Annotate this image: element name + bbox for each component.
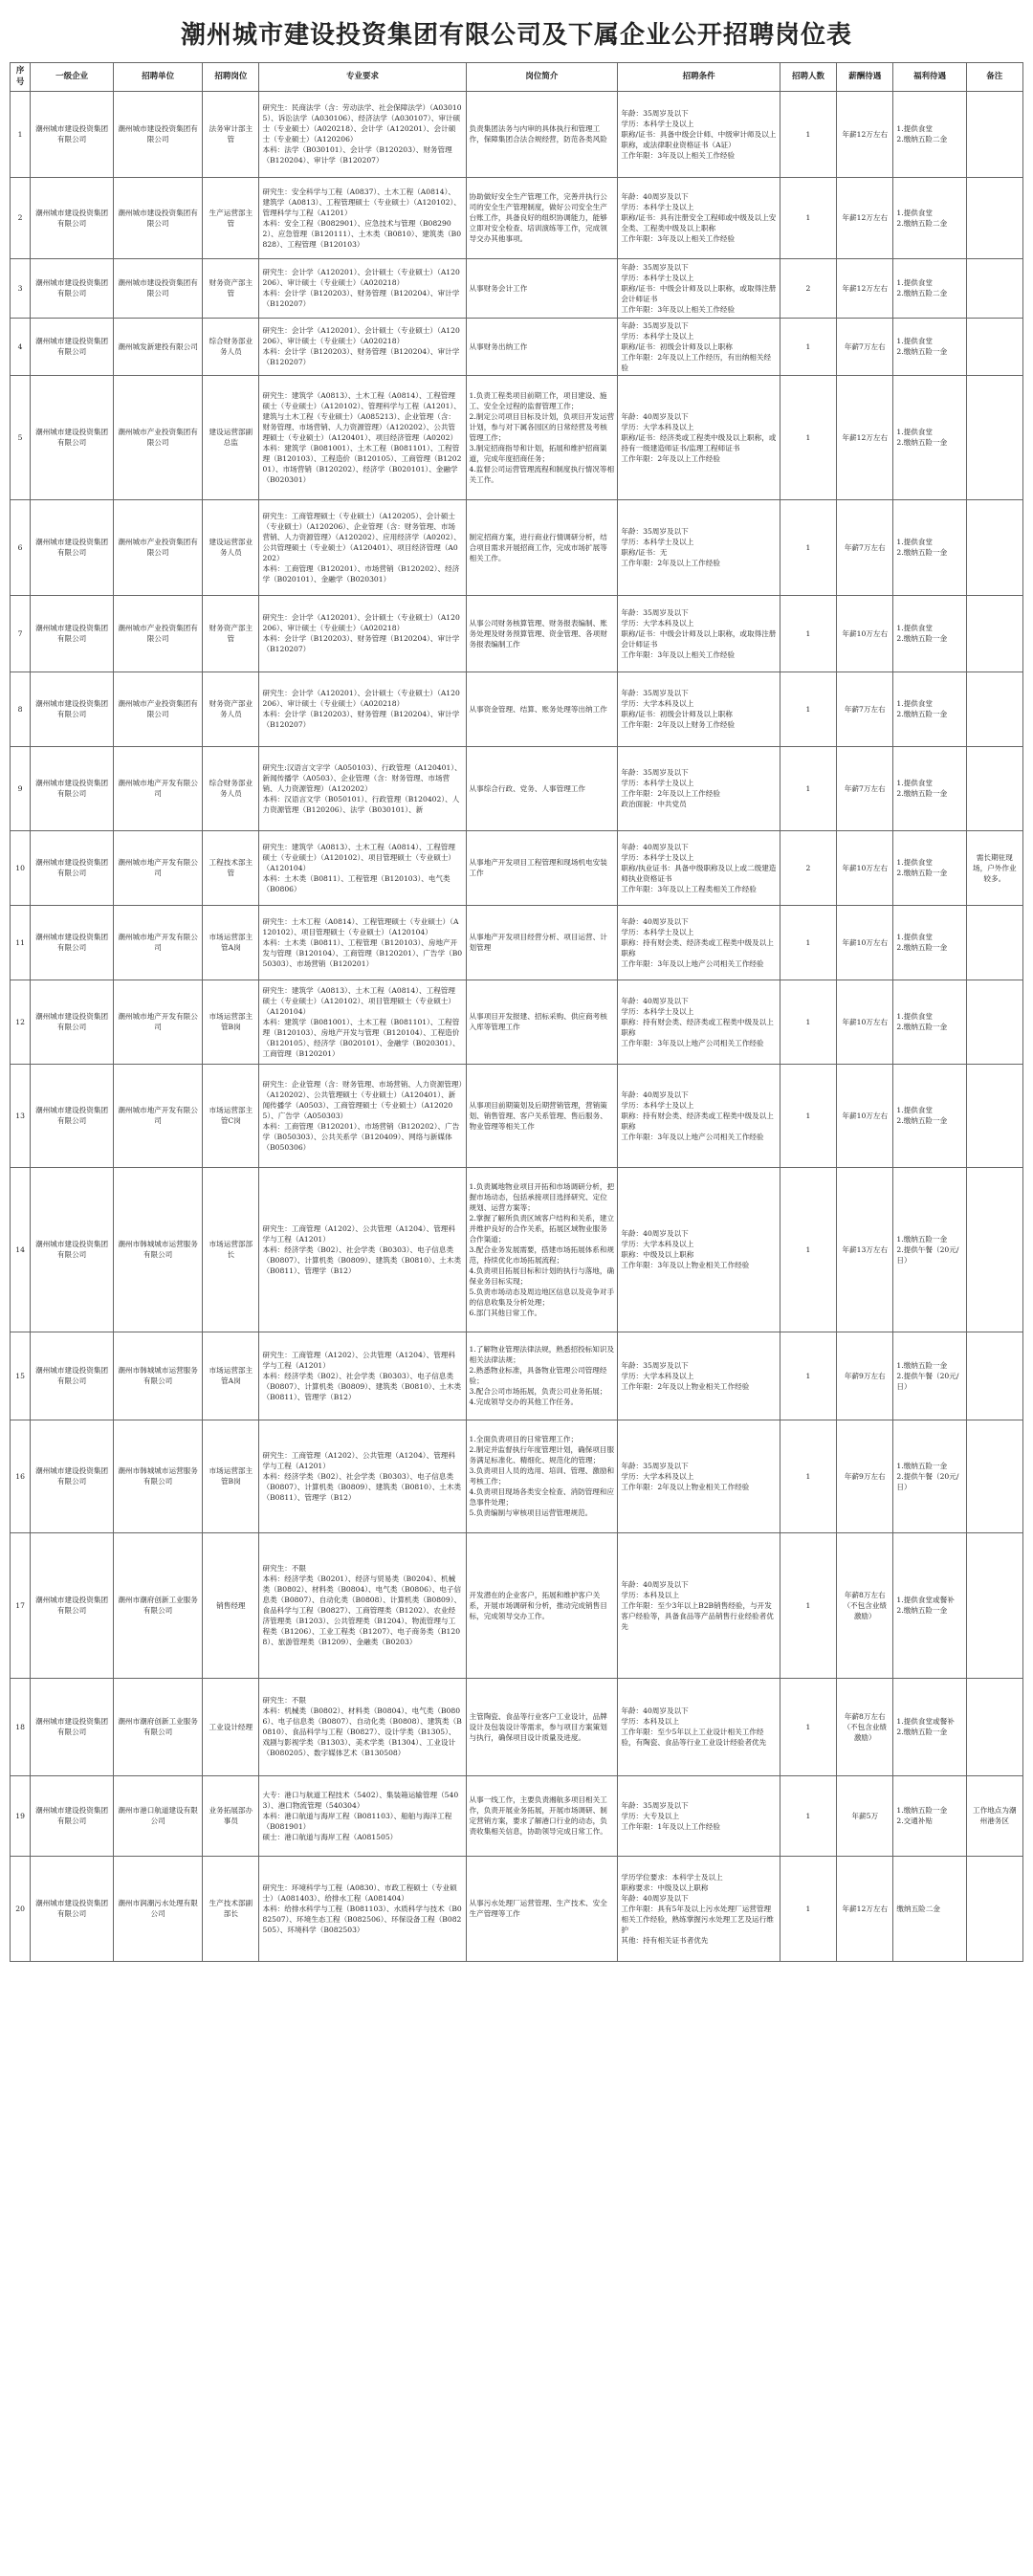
row-company: 潮州城市建设投资集团有限公司 — [31, 830, 114, 905]
table-row — [11, 905, 1023, 980]
table-row — [11, 499, 1023, 595]
row-position: 生产运营部主管 — [203, 177, 259, 258]
row-conditions: 年龄：40周岁及以下 学历：本科学士及以上 职称：持有财会类、经济类或工程类中级及以上职称 工作年限：3年及以上地产公司相关工作经验 — [618, 980, 780, 1064]
row-position: 生产技术部副部长 — [203, 1856, 259, 1961]
row-position: 财务资产部主管 — [203, 595, 259, 672]
row-unit: 潮州城市建设投资集团有限公司 — [114, 258, 203, 318]
row-company: 潮州城市建设投资集团有限公司 — [31, 595, 114, 672]
header-seq: 序号 — [11, 63, 31, 92]
row-note — [966, 1332, 1022, 1420]
row-number: 1 — [780, 1332, 836, 1420]
row-intro: 1.负责工程类项目前期工作，项目建设、施工、安全全过程的监督管理工作； 2.制定公司项目目标及计划，负项目开发运营计划，参与对下属各园区的日常经营及考核管理工作； 3.制定招商指导和计划，拓展和维护招商渠道，完成年度招商任务； 4.监督公司运营管理流程和制度执行情况等相关工作。 — [466, 375, 618, 499]
row-position: 市场运营部主管B岗 — [203, 980, 259, 1064]
header-company: 一级企业 — [31, 63, 114, 92]
row-position: 建设运营部业务人员 — [203, 499, 259, 595]
row-note — [966, 1420, 1022, 1532]
row-salary: 年薪12万左右 — [837, 91, 893, 177]
row-number: 1 — [780, 1532, 836, 1678]
table-row — [11, 1678, 1023, 1775]
row-welfare: 1.提供食堂或餐补 2.缴纳五险一金 — [893, 1532, 966, 1678]
row-intro: 从事公司财务核算管理、财务报表编制、账务处理及财务预算管理、资金管理、各项财务报表编制工作 — [466, 595, 618, 672]
row-unit: 潮州城市建设投资集团有限公司 — [114, 91, 203, 177]
row-major: 研究生：工商管理（A1202）、公共管理（A1204）、管理科学与工程（A1201） 本科：经济学类（B02）、社会学类（B0303）、电子信息类（B0807）、计算机类（B0809）、建筑类（B0810）、土木类（B0811）、管理学（B12） — [259, 1332, 466, 1420]
row-company: 潮州城市建设投资集团有限公司 — [31, 1775, 114, 1856]
row-company: 潮州城市建设投资集团有限公司 — [31, 375, 114, 499]
row-position: 建设运营部副总监 — [203, 375, 259, 499]
row-conditions: 年龄：40周岁及以下 学历：本科及以上 工作年限：至少3年以上B2B销售经验，与开发客户经验等，具备食品等产品销售行业经验者优先 — [618, 1532, 780, 1678]
page-title: 潮州城市建设投资集团有限公司及下属企业公开招聘岗位表 — [180, 21, 852, 50]
table-row — [11, 595, 1023, 672]
row-unit: 潮州城市地产开发有限公司 — [114, 905, 203, 980]
row-note — [966, 258, 1022, 318]
table-row — [11, 1420, 1023, 1532]
row-major: 研究生：会计学（A120201）、会计硕士（专业硕士）（A120206）、审计硕士（专业硕士）（A020218） 本科：会计学（B120203）、财务管理（B120204）、审计学（B120207） — [259, 672, 466, 746]
row-salary: 年薪12万左右 — [837, 375, 893, 499]
row-conditions: 年龄：40周岁及以下 学历：本科及以上 工作年限：至少5年以上工业设计相关工作经验，有陶瓷、食品等行业工业设计经验者优先 — [618, 1678, 780, 1775]
table-row — [11, 91, 1023, 177]
row-position: 市场运营部主管C岗 — [203, 1064, 259, 1167]
row-unit: 潮州城市地产开发有限公司 — [114, 830, 203, 905]
table-row — [11, 830, 1023, 905]
header-salary: 薪酬待遇 — [837, 63, 893, 92]
row-note — [966, 1856, 1022, 1961]
table-row — [11, 1775, 1023, 1856]
table-row — [11, 1167, 1023, 1332]
table-row — [11, 1532, 1023, 1678]
row-conditions: 年龄：35周岁及以下 学历：大学本科及以上 工作年限：2年及以上物业相关工作经验 — [618, 1332, 780, 1420]
row-position: 工程技术部主管 — [203, 830, 259, 905]
row-note — [966, 1167, 1022, 1332]
row-unit: 潮州城市建设投资集团有限公司 — [114, 177, 203, 258]
row-salary: 年薪9万左右 — [837, 1332, 893, 1420]
row-major: 研究生：安全科学与工程（A0837）、土木工程（A0814）、建筑学（A0813）、工程管理硕士（专业硕士）（A120102）、管理科学与工程（A1201） 本科：安全工程（B082901）、应急技术与管理（B082902）、应急管理（B120111）、土木类（B0810）、建筑类（B0828）、工程管理（B120103） — [259, 177, 466, 258]
row-company: 潮州城市建设投资集团有限公司 — [31, 91, 114, 177]
row-note — [966, 318, 1022, 375]
row-major: 研究生：企业管理（含：财务管理、市场营销、人力资源管理）（A120202）、公共管理硕士（专业硕士）（A120401）、新闻传播学（A0503）、工商管理硕士（专业硕士）（A120205）、广告学（A050303） 本科：工商管理（B120201）、市场营销（B120202）、广告学（B050303）、公共关系学（B120409）、网络与新媒体（B050306） — [259, 1064, 466, 1167]
table-row — [11, 1856, 1023, 1961]
row-major: 研究生：工商管理（A1202）、公共管理（A1204）、管理科学与工程（A1201） 本科：经济学类（B02）、社会学类（B0303）、电子信息类（B0807）、计算机类（B0809）、建筑类（B0810）、土木类（B0811）、管理学（B12） — [259, 1167, 466, 1332]
header-number: 招聘人数 — [780, 63, 836, 92]
row-number: 1 — [780, 1167, 836, 1332]
row-seq: 3 — [11, 258, 31, 318]
row-company: 潮州城市建设投资集团有限公司 — [31, 1332, 114, 1420]
row-position: 市场运营部部长 — [203, 1167, 259, 1332]
row-note: 工作地点为潮州港务区 — [966, 1775, 1022, 1856]
row-conditions: 年龄：35周岁及以下 学历：本科学士及以上 职称/证书：中级会计师及以上职称，或取得注册会计师证书 工作年限：3年及以上相关工作经验 — [618, 258, 780, 318]
row-intro: 从事污水处理厂运营管理、生产技术、安全生产管理等工作 — [466, 1856, 618, 1961]
row-welfare: 1.提供食堂 2.缴纳五险一金 — [893, 746, 966, 830]
row-note — [966, 499, 1022, 595]
row-position: 财务资产部主管 — [203, 258, 259, 318]
row-welfare: 1.提供食堂 2.缴纳五险一金 — [893, 672, 966, 746]
row-salary: 年薪8万左右（不包含业绩激励） — [837, 1678, 893, 1775]
row-unit: 潮州城市产业投资集团有限公司 — [114, 595, 203, 672]
table-header-row — [11, 63, 1023, 92]
row-company: 潮州城市建设投资集团有限公司 — [31, 177, 114, 258]
row-conditions: 年龄：40周岁及以下 学历：本科学士及以上 职称/证书：具有注册安全工程师或中级及以上安全类、工程类中级及以上职称 工作年限：3年及以上相关工作经验 — [618, 177, 780, 258]
table-row — [11, 375, 1023, 499]
row-major: 研究生：会计学（A120201）、会计硕士（专业硕士）（A120206）、审计硕士（专业硕士）（A020218） 本科：会计学（B120203）、财务管理（B120204）、审计学（B120207） — [259, 318, 466, 375]
row-position: 市场运营部主管A岗 — [203, 905, 259, 980]
row-salary: 年薪10万左右 — [837, 1064, 893, 1167]
row-number: 2 — [780, 258, 836, 318]
header-unit: 招聘单位 — [114, 63, 203, 92]
row-salary: 年薪10万左右 — [837, 830, 893, 905]
row-intro: 协助做好安全生产管理工作，完善并执行公司的安全生产管理制度，做好公司安全生产台账工作，具备良好的组织协调能力，能够立即对安全检查、培训演练等工作，完成领导交办其他事项。 — [466, 177, 618, 258]
row-note — [966, 672, 1022, 746]
row-conditions: 年龄：35周岁及以下 学历：大学本科及以上 工作年限：2年及以上物业相关工作经验 — [618, 1420, 780, 1532]
row-company: 潮州城市建设投资集团有限公司 — [31, 672, 114, 746]
row-intro: 从事一线工作，主要负责湘航多项目相关工作，负责开展业务拓展，开展市场调研、制定营销方案，要求了解港口行业的动态，负责收集相关信息，协助领导完成日常工作。 — [466, 1775, 618, 1856]
row-major: 研究生：不限 本科：经济学类（B0201）、经济与贸易类（B0204）、机械类（B0802）、材料类（B0804）、电气类（B0806）、电子信息类（B0807）、自动化类（B0808）、计算机类（B0809）、食品科学与工程（B0827）、工商管理类（B1202）、农业经济管理类（B1203）、公共管理类（B1204）、物流管理与工程类（B1206）、工业工程类（B1207）、电子商务类（B1208）、旅游管理类（B1209）、金融类（B0203） — [259, 1532, 466, 1678]
row-number: 1 — [780, 905, 836, 980]
row-intro: 从事地产开发项目工程管理和现场机电安装工作 — [466, 830, 618, 905]
row-seq: 5 — [11, 375, 31, 499]
row-major: 研究生：环境科学与工程（A0830）、市政工程硕士（专业硕士）（A081403）、给排水工程（A081404） 本科：给排水科学与工程（B081103）、水质科学与技术（B082507）、环境生态工程（B082506）、环保设备工程（B082505）、环境科学（B082503） — [259, 1856, 466, 1961]
row-welfare: 1.提供食堂 2.缴纳五险一金 — [893, 499, 966, 595]
table-row — [11, 318, 1023, 375]
row-unit: 潮州城市产业投资集团有限公司 — [114, 672, 203, 746]
row-unit: 潮州市潮府创新工业服务有限公司 — [114, 1678, 203, 1775]
row-intro: 制定招商方案，进行商业行情调研分析，结合项目需求开展招商工作，完成市场扩展等相关工作。 — [466, 499, 618, 595]
row-company: 潮州城市建设投资集团有限公司 — [31, 258, 114, 318]
row-welfare: 1.缴纳五险一金 2.交通补贴 — [893, 1775, 966, 1856]
row-conditions: 年龄：35周岁及以下 学历：大专及以上 工作年限：1年及以上工作经验 — [618, 1775, 780, 1856]
row-salary: 年薪5万 — [837, 1775, 893, 1856]
row-seq: 10 — [11, 830, 31, 905]
row-major: 研究生：民商法学（含：劳动法学、社会保障法学）（A030105）、诉讼法学（A030106）、经济法学（A030107）、审计硕士（专业硕士）（A020218）、会计学（A120201）、会计硕士（专业硕士）（A120206） 本科：法学（B030101）、会计学（B120203）、财务管理（B120204）、审计学（B120207） — [259, 91, 466, 177]
row-intro: 开发潜在的企业客户，拓展和维护客户关系，开展市场调研和分析，推动完成销售目标，完成领导交办工作。 — [466, 1532, 618, 1678]
row-seq: 15 — [11, 1332, 31, 1420]
row-conditions: 年龄：40周岁及以下 学历：本科学士及以上 职称/执业证书：具备中级职称及以上或二级建造师执业资格证书 工作年限：3年及以上工程类相关工作经验 — [618, 830, 780, 905]
row-note — [966, 746, 1022, 830]
row-unit: 潮州市韩城城市运营服务有限公司 — [114, 1332, 203, 1420]
row-seq: 7 — [11, 595, 31, 672]
row-welfare: 1.提供食堂 2.缴纳五险二金 — [893, 258, 966, 318]
row-major: 研究生：工商管理（A1202）、公共管理（A1204）、管理科学与工程（A1201） 本科：经济学类（B02）、社会学类（B0303）、电子信息类（B0807）、计算机类（B0809）、建筑类（B0810）、土木类（B0811）、管理学（B12） — [259, 1420, 466, 1532]
table-row — [11, 1332, 1023, 1420]
row-number: 1 — [780, 1678, 836, 1775]
row-salary: 年薪7万左右 — [837, 672, 893, 746]
row-welfare: 1.提供食堂或餐补 2.缴纳五险一金 — [893, 1678, 966, 1775]
row-salary: 年薪7万左右 — [837, 746, 893, 830]
row-unit: 潮州城市地产开发有限公司 — [114, 746, 203, 830]
row-company: 潮州城市建设投资集团有限公司 — [31, 318, 114, 375]
recruitment-table — [10, 62, 1023, 1962]
header-position: 招聘岗位 — [203, 63, 259, 92]
row-welfare: 1.提供食堂 2.缴纳五险一金 — [893, 980, 966, 1064]
row-welfare: 1.提供食堂 2.缴纳五险一金 — [893, 375, 966, 499]
row-conditions: 年龄：35周岁及以下 学历：大学本科及以上 职称/证书：中级会计师及以上职称，或取得注册会计师证书 工作年限：3年及以上相关工作经验 — [618, 595, 780, 672]
row-company: 潮州城市建设投资集团有限公司 — [31, 1167, 114, 1332]
row-number: 1 — [780, 1064, 836, 1167]
row-note — [966, 375, 1022, 499]
row-position: 法务审计部主管 — [203, 91, 259, 177]
row-intro: 主管陶瓷、食品等行业客户工业设计，品牌设计及包装设计等需求，参与项目方案策划与执行，确保项目设计质量及进度。 — [466, 1678, 618, 1775]
row-major: 研究生：会计学（A120201）、会计硕士（专业硕士）（A120206）、审计硕士（专业硕士）（A020218） 本科：会计学（B120203）、财务管理（B120204）、审计学（B120207） — [259, 595, 466, 672]
row-salary: 年薪10万左右 — [837, 595, 893, 672]
row-number: 1 — [780, 980, 836, 1064]
row-seq: 1 — [11, 91, 31, 177]
table-row — [11, 980, 1023, 1064]
row-number: 1 — [780, 91, 836, 177]
row-major: 研究生：建筑学（A0813）、土木工程（A0814）、工程管理硕士（专业硕士）（A120102）、项目管理硕士（专业硕士）（A120104） 本科：土木类（B0811）、工程管理（B120103）、电气类（B0806） — [259, 830, 466, 905]
row-note: 需长期驻现场，户外作业较多。 — [966, 830, 1022, 905]
row-salary: 年薪12万左右 — [837, 177, 893, 258]
row-number: 1 — [780, 1775, 836, 1856]
row-major: 研究生：不限 本科：机械类（B0802）、材料类（B0804）、电气类（B0806）、电子信息类（B0807）、自动化类（B0808）、建筑类（B0810）、食品科学与工程（B0827）、设计学类（B1305）、戏剧与影视学类（B1303）、美术学类（B1304）、工业设计（B080205）、数字媒体艺术（B130508） — [259, 1678, 466, 1775]
table-row — [11, 1064, 1023, 1167]
row-number: 1 — [780, 1856, 836, 1961]
header-intro: 岗位简介 — [466, 63, 618, 92]
row-company: 潮州城市建设投资集团有限公司 — [31, 746, 114, 830]
row-note — [966, 595, 1022, 672]
table-row — [11, 746, 1023, 830]
row-major: 研究生：建筑学（A0813）、土木工程（A0814）、工程管理硕士（专业硕士）（A120102）、管理科学与工程（A1201）、建筑与土木工程（专业硕士）（A085213）、企业管理（含：财务管理、市场营销、人力资源管理）（A120202）、公共管理硕士（专业硕士）（A120401）、项目经济管理（A0202） 本科：建筑学（B081001）、土木工程（B081101）、工程管理（B120103）、工程造价（B120105）、工商管理（B120201）、市场营销（B120202）、经济学（B020101）、金融学（B020301） — [259, 375, 466, 499]
row-intro: 从事综合行政、党务、人事管理工作 — [466, 746, 618, 830]
row-seq: 14 — [11, 1167, 31, 1332]
row-welfare: 1.提供食堂 2.缴纳五险一金 — [893, 1064, 966, 1167]
row-intro: 从事财务出纳工作 — [466, 318, 618, 375]
row-intro: 从事项目开发报建、招标采购、供应商考核入库等管理工作 — [466, 980, 618, 1064]
row-number: 1 — [780, 746, 836, 830]
row-company: 潮州城市建设投资集团有限公司 — [31, 1532, 114, 1678]
row-note — [966, 177, 1022, 258]
row-salary: 年薪10万左右 — [837, 905, 893, 980]
row-major: 研究生:汉语言文字学（A050103）、行政管理（A120401）、新闻传播学（A0503）、企业管理（含：财务管理、市场营销、人力资源管理）（A120202） 本科：汉语言文学（B050101）、行政管理（B120402）、人力资源管理（B120206）、法学（B030101）、新 — [259, 746, 466, 830]
row-position: 市场运营部主管A岗 — [203, 1332, 259, 1420]
row-number: 1 — [780, 672, 836, 746]
row-position: 综合财务部业务人员 — [203, 746, 259, 830]
row-welfare: 1.缴纳五险一金 2.提供午餐（20元/日） — [893, 1332, 966, 1420]
row-welfare: 1.缴纳五险一金 2.提供午餐（20元/日） — [893, 1167, 966, 1332]
row-note — [966, 1678, 1022, 1775]
row-number: 2 — [780, 830, 836, 905]
row-unit: 潮州市润潮污水处理有限公司 — [114, 1856, 203, 1961]
row-unit: 潮州市韩城城市运营服务有限公司 — [114, 1167, 203, 1332]
row-position: 财务资产部业务人员 — [203, 672, 259, 746]
row-unit: 潮州市潮府创新工业服务有限公司 — [114, 1532, 203, 1678]
row-conditions: 年龄：40周岁及以下 学历：本科学士及以上 职称：持有财会类、经济类或工程类中级及以上职称 工作年限：3年及以上地产公司相关工作经验 — [618, 1064, 780, 1167]
page — [10, 0, 1023, 1962]
row-salary: 年薪13万左右 — [837, 1167, 893, 1332]
row-note — [966, 1532, 1022, 1678]
row-conditions: 年龄：35周岁及以下 学历：本科学士及以上 职称/证书：具备中级会计师、中级审计师及以上职称，或法律职业资格证书（A证） 工作年限：3年及以上相关工作经验 — [618, 91, 780, 177]
row-intro: 1.负责属地物业项目开拓和市场调研分析，把握市场动态，包括承接项目选择研究、定位规划、运营方案等； 2.掌握了解所负责区域客户结构和关系，建立并维护良好的合作关系，拓展区域物业服务合作渠道； 3.配合业务发展需要，搭建市场拓展体系和规范，持续优化市场拓展流程； 4.负责项目拓展目标和计划的执行与落地，确保业务目标实现； 5.负责市场动态及周边地区信息以及竞争对手的信息收集及分析处理； 6.部门其他日常工作。 — [466, 1167, 618, 1332]
row-unit: 潮州市韩城城市运营服务有限公司 — [114, 1420, 203, 1532]
row-company: 潮州城市建设投资集团有限公司 — [31, 980, 114, 1064]
row-welfare: 1.缴纳五险一金 2.提供午餐（20元/日） — [893, 1420, 966, 1532]
row-position: 工业设计经理 — [203, 1678, 259, 1775]
row-position: 市场运营部主管B岗 — [203, 1420, 259, 1532]
row-salary: 年薪7万左右 — [837, 499, 893, 595]
row-unit: 潮州市港口航道建设有限公司 — [114, 1775, 203, 1856]
row-seq: 17 — [11, 1532, 31, 1678]
row-welfare: 1.提供食堂 2.缴纳五险一金 — [893, 830, 966, 905]
row-intro: 从事财务会计工作 — [466, 258, 618, 318]
row-number: 1 — [780, 595, 836, 672]
row-conditions: 学历学位要求：本科学士及以上 职称要求：中级及以上职称 年龄：40周岁及以下 工作年限：具有5年及以上污水处理厂运营管理相关工作经验，熟练掌握污水处理工艺及运行维护 其他：持有相关证书者优先 — [618, 1856, 780, 1961]
row-salary: 年薪12万左右 — [837, 1856, 893, 1961]
row-major: 研究生：工商管理硕士（专业硕士）（A120205）、会计硕士（专业硕士）（A120206）、企业管理（含：财务管理、市场营销、人力资源管理）（A120202）、应用经济学（A0202）、公共管理硕士（专业硕士）（A120401）、项目经济管理（A0202） 本科：工商管理（B120201）、市场营销（B120202）、经济学（B020101）、金融学（B020301） — [259, 499, 466, 595]
row-intro: 从事资金管理、结算、账务处理等出纳工作 — [466, 672, 618, 746]
row-welfare: 1.提供食堂 2.缴纳五险二金 — [893, 91, 966, 177]
row-company: 潮州城市建设投资集团有限公司 — [31, 1678, 114, 1775]
row-position: 销售经理 — [203, 1532, 259, 1678]
row-salary: 年薪12万左右 — [837, 258, 893, 318]
row-salary: 年薪8万左右（不包含业绩激励） — [837, 1532, 893, 1678]
row-salary: 年薪7万左右 — [837, 318, 893, 375]
row-note — [966, 905, 1022, 980]
row-welfare: 1.提供食堂 2.缴纳五险二金 — [893, 177, 966, 258]
row-number: 1 — [780, 177, 836, 258]
row-seq: 2 — [11, 177, 31, 258]
header-major: 专业要求 — [259, 63, 466, 92]
row-unit: 潮州城发新建投有限公司 — [114, 318, 203, 375]
row-company: 潮州城市建设投资集团有限公司 — [31, 905, 114, 980]
row-seq: 19 — [11, 1775, 31, 1856]
row-welfare: 1.提供食堂 2.缴纳五险一金 — [893, 905, 966, 980]
row-seq: 13 — [11, 1064, 31, 1167]
table-row — [11, 672, 1023, 746]
row-company: 潮州城市建设投资集团有限公司 — [31, 1856, 114, 1961]
row-seq: 20 — [11, 1856, 31, 1961]
row-welfare: 1.提供食堂 2.缴纳五险一金 — [893, 318, 966, 375]
row-intro: 从事地产开发项目经营分析、项目运营、计划管理 — [466, 905, 618, 980]
header-conditions: 招聘条件 — [618, 63, 780, 92]
row-number: 1 — [780, 499, 836, 595]
row-position: 综合财务部业务人员 — [203, 318, 259, 375]
row-intro: 1.了解物业管理法律法规，熟悉招投标知识及相关法律法规； 2.熟悉物业标准，具备物业管理公司管理经验； 3.配合公司市场拓展，负责公司业务拓展； 4.完成领导交办的其他工作任务。 — [466, 1332, 618, 1420]
table-row — [11, 177, 1023, 258]
row-seq: 8 — [11, 672, 31, 746]
row-major: 研究生：会计学（A120201）、会计硕士（专业硕士）（A120206）、审计硕士（专业硕士）（A020218） 本科：会计学（B120203）、财务管理（B120204）、审计学（B120207） — [259, 258, 466, 318]
row-unit: 潮州城市地产开发有限公司 — [114, 1064, 203, 1167]
row-conditions: 年龄：35周岁及以下 学历：本科学士及以上 职称/证书：无 工作年限：2年及以上工作经验 — [618, 499, 780, 595]
row-company: 潮州城市建设投资集团有限公司 — [31, 1420, 114, 1532]
header-welfare: 福利待遇 — [893, 63, 966, 92]
row-seq: 16 — [11, 1420, 31, 1532]
row-welfare: 1.提供食堂 2.缴纳五险一金 — [893, 595, 966, 672]
row-intro: 负责集团法务与内审的具体执行和管理工作，保障集团合法合规经营，防范各类风险 — [466, 91, 618, 177]
row-conditions: 年龄：35周岁及以下 学历：本科学士及以上 职称/证书：初级会计师及以上职称 工作年限：2年及以上工作经历，有出纳相关经验 — [618, 318, 780, 375]
row-note — [966, 980, 1022, 1064]
row-seq: 6 — [11, 499, 31, 595]
row-company: 潮州城市建设投资集团有限公司 — [31, 499, 114, 595]
row-number: 1 — [780, 318, 836, 375]
row-unit: 潮州城市地产开发有限公司 — [114, 980, 203, 1064]
row-note — [966, 91, 1022, 177]
row-position: 业务拓展部办事员 — [203, 1775, 259, 1856]
row-conditions: 年龄：35周岁及以下 学历：大学本科及以上 职称/证书：初级会计师及以上职称 工作年限：2年及以上财务工作经验 — [618, 672, 780, 746]
row-unit: 潮州城市产业投资集团有限公司 — [114, 499, 203, 595]
row-intro: 从事项目前期策划及后期营销管理，营销策划、销售管理、客户关系管理、售后服务、物业管理等相关工作 — [466, 1064, 618, 1167]
row-seq: 9 — [11, 746, 31, 830]
row-seq: 18 — [11, 1678, 31, 1775]
row-major: 大专：港口与航道工程技术（5402）、集装箱运输管理（5403）、港口物流管理（540304） 本科：港口航道与海岸工程（B081103）、船舶与海洋工程（B081901） 硕士：港口航道与海岸工程（A081505） — [259, 1775, 466, 1856]
row-welfare: 缴纳五险二金 — [893, 1856, 966, 1961]
row-major: 研究生：建筑学（A0813）、土木工程（A0814）、工程管理硕士（专业硕士）（A120102）、项目管理硕士（专业硕士）（A120104） 本科：建筑学（B081001）、土木工程（B081101）、工程管理（B120103）、房地产开发与管理（B120104）、工程造价（B120105）、经济学（B020101）、金融学（B020301）、工商管理（B120201） — [259, 980, 466, 1064]
row-conditions: 年龄：35周岁及以下 学历：本科学士及以上 工作年限：2年及以上工作经验 政治面貌：中共党员 — [618, 746, 780, 830]
row-major: 研究生：土木工程（A0814）、工程管理硕士（专业硕士）（A120102）、项目管理硕士（专业硕士）（A120104） 本科：土木类（B0811）、工程管理（B120103）、房地产开发与管理（B120104）、工商管理（B120201）、广告学（B050303）、市场营销（B120201） — [259, 905, 466, 980]
row-salary: 年薪9万左右 — [837, 1420, 893, 1532]
row-number: 1 — [780, 1420, 836, 1532]
header-note: 备注 — [966, 63, 1022, 92]
row-salary: 年薪10万左右 — [837, 980, 893, 1064]
row-company: 潮州城市建设投资集团有限公司 — [31, 1064, 114, 1167]
row-note — [966, 1064, 1022, 1167]
row-intro: 1.全面负责项目的日常管理工作； 2.制定并监督执行年度管理计划，确保项目服务满足标准化、精细化、规范化的管理； 3.负责项目人员的选用、培训、管理、激励和考核工作； 4.负责项目现场各类安全检查、消防管理和应急事件处理； 5.负责编制与审核项目运营管理规范。 — [466, 1420, 618, 1532]
row-seq: 4 — [11, 318, 31, 375]
row-conditions: 年龄：40周岁及以下 学历：大学本科及以上 职称：中级及以上职称 工作年限：3年及以上物业相关工作经验 — [618, 1167, 780, 1332]
row-number: 1 — [780, 375, 836, 499]
row-conditions: 年龄：40周岁及以下 学历：本科学士及以上 职称：持有财会类、经济类或工程类中级及以上职称 工作年限：3年及以上地产公司相关工作经验 — [618, 905, 780, 980]
row-seq: 11 — [11, 905, 31, 980]
row-seq: 12 — [11, 980, 31, 1064]
row-unit: 潮州城市产业投资集团有限公司 — [114, 375, 203, 499]
table-row — [11, 258, 1023, 318]
row-conditions: 年龄：40周岁及以下 学历：大学本科及以上 职称/证书：经济类或工程类中级及以上职称，或持有一级建造师证书/监理工程师证书 工作年限：2年及以上工作经验 — [618, 375, 780, 499]
